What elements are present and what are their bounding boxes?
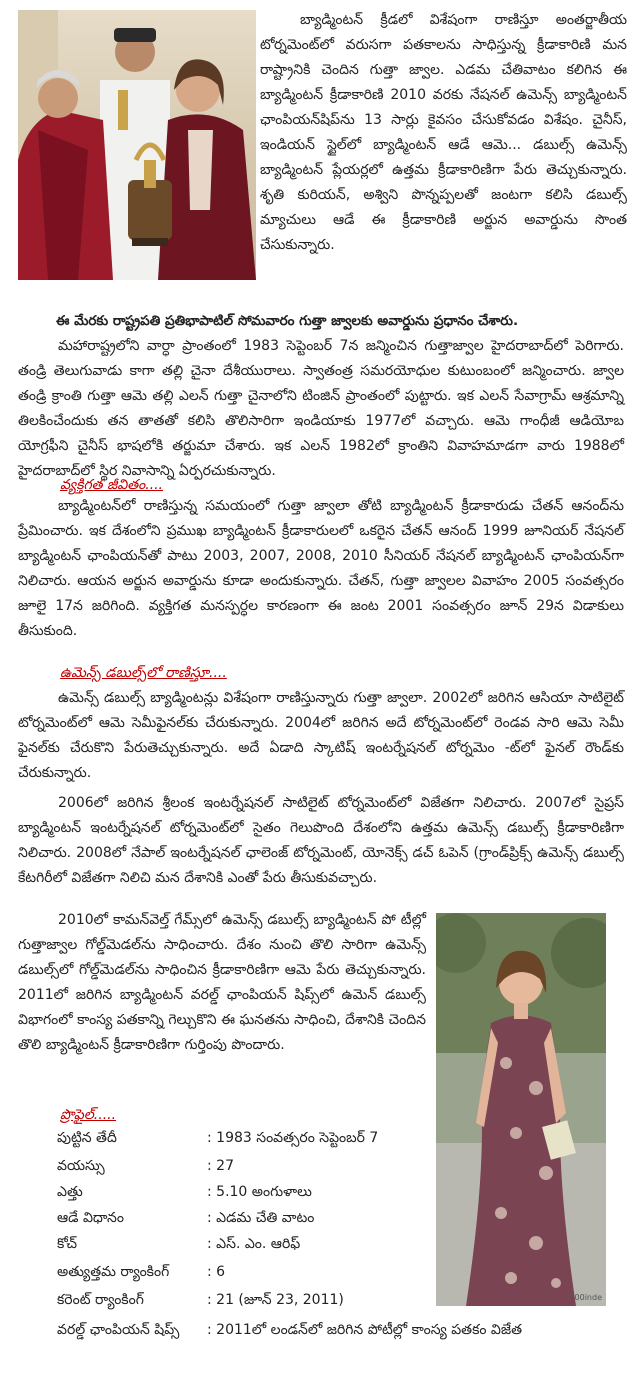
profile-key: కరెంట్ ర్యాంకింగ్	[57, 1292, 144, 1308]
profile-key: వరల్డ్ ఛాంపియన్ షిప్స్	[57, 1322, 180, 1338]
personal-life-paragraph: బ్యాడ్మింటన్‌లో రాణిస్తున్న సమయంలో గుత్తా జ్వాలా తోటి బ్యాడ్మింటన్ క్రీడాకారుడు చేతన్ ఆనంద్‌ను ప్రేమించారు. ఇక దేశంలోని ప్రముఖ బ్యాడ్మింటన్ క్రీడాకారులలో ఒకరైన చేతన్ ఆనంద్ 1999 జూనియర్ నేషనల్ బ్యాడ్మింటన్ ఛాంపియన్‌తో పాటు 2003, 2007, 2008, 2010 సీనియర్ నేషనల్ బ్యాడ్మింటన్ ఛాంపియన్‌గా నిలిచారు. ఆయన అర్జున అవార్డును కూడా అందుకున్నారు. చేతన్, గుత్తా జ్వాలల వివాహం 2005 సంవత్సరం జూలై 17న జరిగింది. వ్యక్తిగత మనస్పర్ధల కారణంగా ఈ జంట 2001 సంవత్సరం జూన్ 29న విడాకులు తీసుకుంది.	[18, 498, 624, 639]
doubles-paragraph-2: 2006లో జరిగిన శ్రీలంక ఇంటర్నేషనల్ సాటిలైట్ టోర్నమెంట్‌లో విజేతగా నిలిచారు. 2007లో సైప్రస్ బ్యాడ్మింటన్ ఇంటర్నేషనల్ టోర్నమెంట్‌లో సైతం గెలుపొంది దేశంలోని ఉత్తమ ఉమెన్స్ డబుల్స్ క్రీడాకారిణిగా నిలిచారు. 2008లో నేపాల్ ఇంటర్నేషనల్ ఛాలెంజ్ టోర్నమెంట్, యోనెక్స్ డచ్ ఓపెన్ (గ్రాండ్‌ప్రిక్స్ ఉమెన్స్ డబుల్స్ కేటగిరీలో విజేతగా నిలిచి మన దేశానికి ఎంతో పేరు తీసుకువచ్చారు.	[18, 795, 624, 886]
profile-row	[57, 1232, 627, 1256]
personal-life-heading: వ్యక్తిగత జీవితం....	[60, 477, 164, 493]
photo-watermark: 900inde	[569, 1293, 602, 1302]
award-ceremony-photo	[18, 10, 256, 280]
profile-key: ఎత్తు	[57, 1184, 83, 1200]
profile-row	[57, 1260, 627, 1284]
intro-paragraph: బ్యాడ్మింటన్ క్రీడలో విశేషంగా రాణిస్తూ అంతర్జాతీయ టోర్నమెంట్‌లో వరుసగా పతకాలను సాధిస్తున్న క్రీడాకారిణి మన రాష్ట్రానికి చెందిన గుత్తా జ్వాల. ఎడమ చేతివాటం కలిగిన ఈ బ్యాడ్మింటన్ క్రీడాకారిణి 2010 వరకు నేషనల్ ఉమెన్స్ బ్యాడ్మింటన్ ఛాంపియన్‌షిప్‌ను 13 సార్లు కైవసం చేసుకోవడం విశేషం. చైనీస్, ఇండియన్ స్టైల్‌లో బ్యాడ్మింటన్ ఆడే ఆమె... డబుల్స్ ఉమెన్స్ బ్యాడ్మింటన్ ప్లేయర్లలో ఉత్తమ క్రీడాకారిణిగా పేరు తెచ్చుకున్నారు. శృతి కురియన్, అశ్విని పొన్నప్పలతో జంటగా కలిసి డబుల్స్ మ్యాచులు ఆడే ఈ క్రీడాకారిణి అర్జున అవార్డును సొంత చేసుకున్నారు.	[260, 12, 627, 253]
profile-row	[57, 1288, 627, 1312]
bio-paragraph: మహారాష్ట్రలోని వార్ధా ప్రాంతంలో 1983 సెప్టెంబర్ 7న జన్మించిన గుత్తాజ్వాల హైదరాబాద్‌లో పెరిగారు. తండ్రి తెలుగువాడు కాగా తల్లి చైనా దేశీయురాలు. స్వాతంత్ర సమరయోధుల కుటుంబంలో జన్మించారు. జ్వాల తండ్రి క్రాంతి గుత్తా ఆమె తల్లి ఎలన్ గుత్తా చైనాలోని టింజిన్ ప్రాంతంలో పుట్టారు. ఇక ఎలన్ సేవాగ్రామ్ ఆశ్రమాన్ని తిలకించేందుకు తన తాతతో కలిసి తొలిసారిగా ఇండియాకు 1977లో వచ్చారు. ఆమె గాంధీజీ ఆడియోబ యోగ్రఫీని చైనీస్ భాషలోకి తర్జుమా చేశారు. ఇక ఎలన్ 1982లో క్రాంతిని వివాహమాడగా వారు 1988లో హైదరాబాద్‌లో స్థిర నివాసాన్ని ఏర్పరచుకున్నారు.	[18, 338, 624, 479]
profile-row	[57, 1180, 627, 1204]
profile-value: : 21 (జూన్ 23, 2011)	[207, 1292, 344, 1308]
profile-key: ఆడే విధానం	[57, 1210, 124, 1226]
profile-key: అత్యుత్తమ ర్యాంకింగ్	[57, 1264, 170, 1280]
profile-key: కోచ్	[57, 1236, 78, 1252]
profile-value: : 1983 సంవత్సరం సెప్టెంబర్ 7	[207, 1130, 379, 1146]
profile-row	[57, 1318, 627, 1342]
award-line: ఈ మేరకు రాష్ట్రపతి ప్రతిభాపాటిల్ సోమవారం గుత్తా జ్వాలకు అవార్డును ప్రధానం చేశారు.	[56, 313, 519, 329]
profile-row	[57, 1154, 627, 1178]
profile-value: : 27	[207, 1158, 234, 1174]
profile-value: : 2011లో లండన్‌లో జరిగిన పోటీల్లో కాంస్య పతకం విజేత	[207, 1322, 523, 1338]
doubles-paragraph-1: ఉమెన్స్ డబుల్స్ బ్యాడ్మింటన్లు విశేషంగా రాణిస్తున్నారు గుత్తా జ్వాలా. 2002లో జరిగిన ఆసియా సాటిలైట్ టోర్నమెంట్‌లో ఆమె సెమీఫైనల్‌కు చేరుకున్నారు. 2004లో జరిగిన అదే టోర్నమెంట్‌లో రెండవ సారి ఆమె సెమీ ఫైనల్‌కు చేరుకొని పేరుతెచ్చుకున్నారు. అదే ఏడాది స్కాటిష్ ఇంటర్నేషనల్ టోర్నమెం -ట్‌లో ఫైనల్ రౌండ్‌కు చేరుకున్నారు.	[18, 690, 624, 781]
profile-value: : ఎడమ చేతి వాటం	[207, 1210, 315, 1226]
profile-heading: ప్రొఫైల్.....	[60, 1107, 117, 1123]
profile-row	[57, 1206, 627, 1230]
profile-key: వయస్సు	[57, 1158, 105, 1174]
doubles-heading: ఉమెన్స్ డబుల్స్‌లో రాణిస్తూ....	[60, 665, 227, 681]
profile-value: : 6	[207, 1264, 226, 1280]
commonwealth-paragraph: 2010లో కామన్‌వెల్త్ గేమ్స్‌లో ఉమెన్స్ డబుల్స్ బ్యాడ్మింటన్ పో టీల్లో గుత్తాజ్వాల గోల్డ్‌మెడల్‌ను సాధించారు. దేశం నుంచి తొలి సారిగా ఉమెన్స్ డబుల్స్‌లో గోల్డ్‌మెడల్‌ను సాధించిన క్రీడాకారిణిగా ఆమె పేరు తెచ్చుకున్నారు. 2011లో జరిగిన బ్యాడ్మింటన్ వరల్డ్ ఛాంపియన్ షిప్స్‌లో ఉమెన్ డబుల్స్ విభాగంలో కాంస్య పతకాన్ని గెల్చుకొని ఈ ఘనతను సాధించి, దేశానికి చెందిన తొలి బ్యాడ్మింటన్ క్రీడాకారిణిగా గుర్తింపు పొందారు.	[18, 912, 426, 1053]
profile-key: పుట్టిన తేదీ	[57, 1130, 117, 1146]
profile-row	[57, 1126, 627, 1150]
profile-value: : ఎస్. ఎం. ఆరిఫ్	[207, 1236, 301, 1252]
profile-value: : 5.10 అంగుళాలు	[207, 1184, 312, 1200]
award-ceremony-image	[18, 10, 256, 280]
